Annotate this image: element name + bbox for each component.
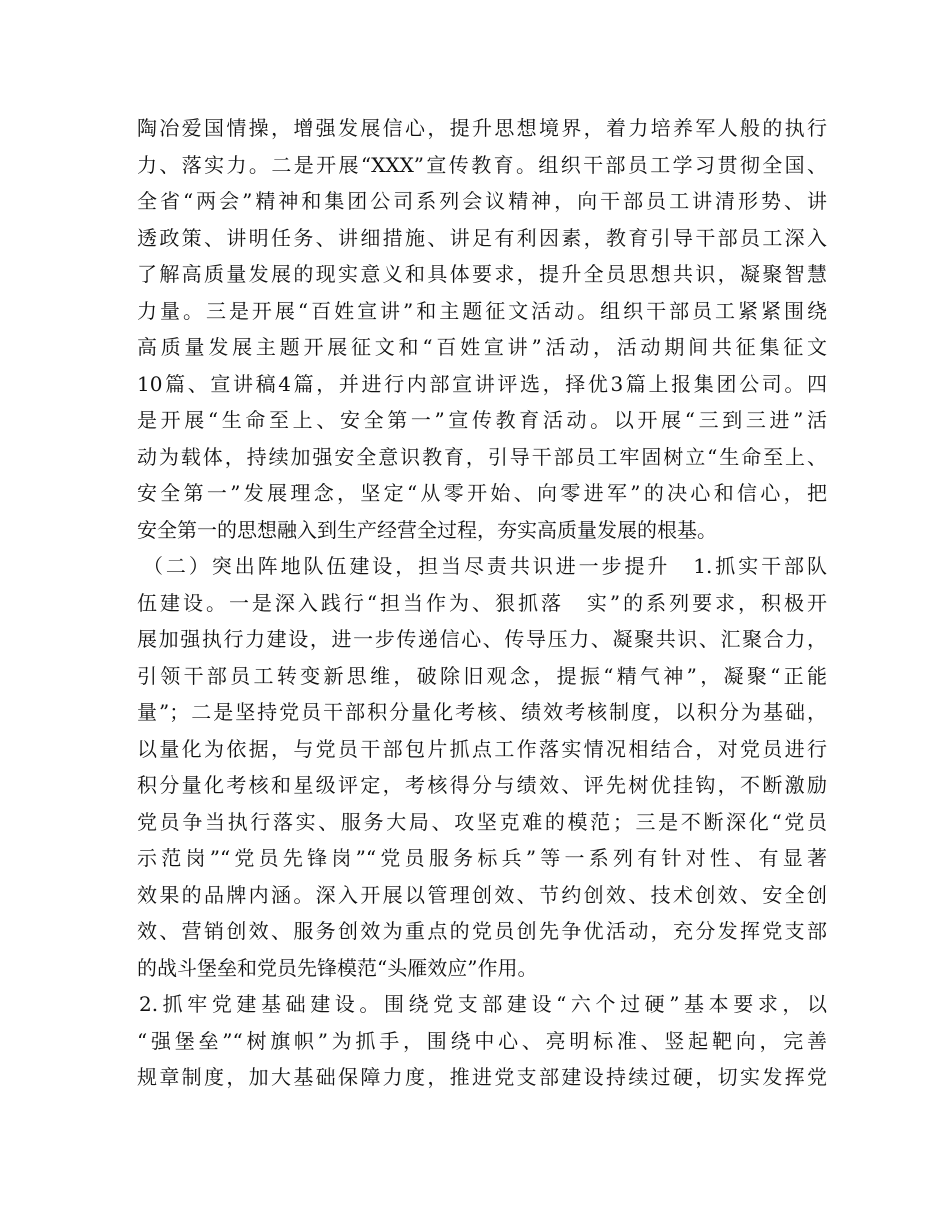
text-line: 规章制度，加大基础保障力度，推进党支部建设持续过硬，切实发挥党 (137, 1065, 827, 1089)
text-line: “强堡垒”“树旗帜”为抓手，围绕中心、亮明标准、竖起靶向，完善 (137, 1028, 827, 1053)
paragraph-end-line: 的战斗堡垒和党员先锋模范“头雁效应”作用。 (137, 955, 538, 980)
text-line: 10篇、宣讲稿4篇，并进行内部宣讲评选，择优3篇上报集团公司。四 (137, 371, 827, 396)
text-line: 安全第一”发展理念，坚定“从零开始、向零进军”的决心和信心，把 (137, 481, 827, 505)
text-line: 了解高质量发展的现实意义和具体要求，提升全员思想共识，凝聚智慧 (137, 262, 827, 286)
text-line: 陶冶爱国情操，增强发展信心，提升思想境界，着力培养军人般的执行 (137, 116, 827, 140)
text-line: 积分量化考核和星级评定，考核得分与绩效、评先树优挂钩，不断激励 (137, 773, 827, 797)
text-line: 动为载体，持续加强安全意识教育，引导干部员工牢固树立“生命至上、 (137, 444, 827, 469)
text-line: 展加强执行力建设，进一步传递信心、传导压力、凝聚共识、汇聚合力， (137, 627, 827, 651)
text-line: 全省“两会”精神和集团公司系列会议精神，向干部员工讲清形势、讲 (137, 189, 827, 213)
body-text (137, 110, 827, 1096)
text-line: 力、落实力。二是开展“XXX”宣传教育。组织干部员工学习贯彻全国、 (137, 152, 827, 177)
text-line: 党员争当执行落实、服务大局、攻坚克难的模范；三是不断深化“党员 (137, 809, 827, 834)
text-line: 引领干部员工转变新思维，破除旧观念，提振“精气神”，凝聚“正能 (137, 663, 827, 688)
text-line: 示范岗”“党员先锋岗”“党员服务标兵”等一系列有针对性、有显著 (137, 846, 827, 870)
subsection-start-line: 2.抓牢党建基础建设。围绕党支部建设“六个过硬”基本要求，以 (139, 992, 827, 1016)
text-line: 量”；二是坚持党员干部积分量化考核、绩效考核制度，以积分为基础， (137, 700, 827, 724)
text-line: 以量化为依据，与党员干部包片抓点工作落实情况相结合，对党员进行 (137, 736, 827, 761)
text-line: 是开展“生命至上、安全第一”宣传教育活动。以开展“三到三进”活 (137, 408, 827, 432)
text-line: 效果的品牌内涵。深入开展以管理创效、节约创效、技术创效、安全创 (137, 882, 827, 907)
paragraph-end-line: 安全第一的思想融入到生产经营全过程，夯实高质量发展的根基。 (137, 517, 717, 542)
text-line: 高质量发展主题开展征文和“百姓宣讲”活动，活动期间共征集征文 (137, 335, 827, 359)
text-line: 伍建设。一是深入践行“担当作为、狠抓落 实”的系列要求，积极开 (137, 590, 827, 615)
text-line: 透政策、讲明任务、讲细措施、讲足有利因素，教育引导干部员工深入 (137, 225, 827, 250)
text-line: 力量。三是开展“百姓宣讲”和主题征文活动。组织干部员工紧紧围绕 (137, 298, 827, 323)
text-line: 效、营销创效、服务创效为重点的党员创先争优活动，充分发挥党支部 (137, 919, 827, 943)
section-heading-line: （二）突出阵地队伍建设，担当尽责共识进一步提升 1.抓实干部队 (143, 554, 827, 578)
